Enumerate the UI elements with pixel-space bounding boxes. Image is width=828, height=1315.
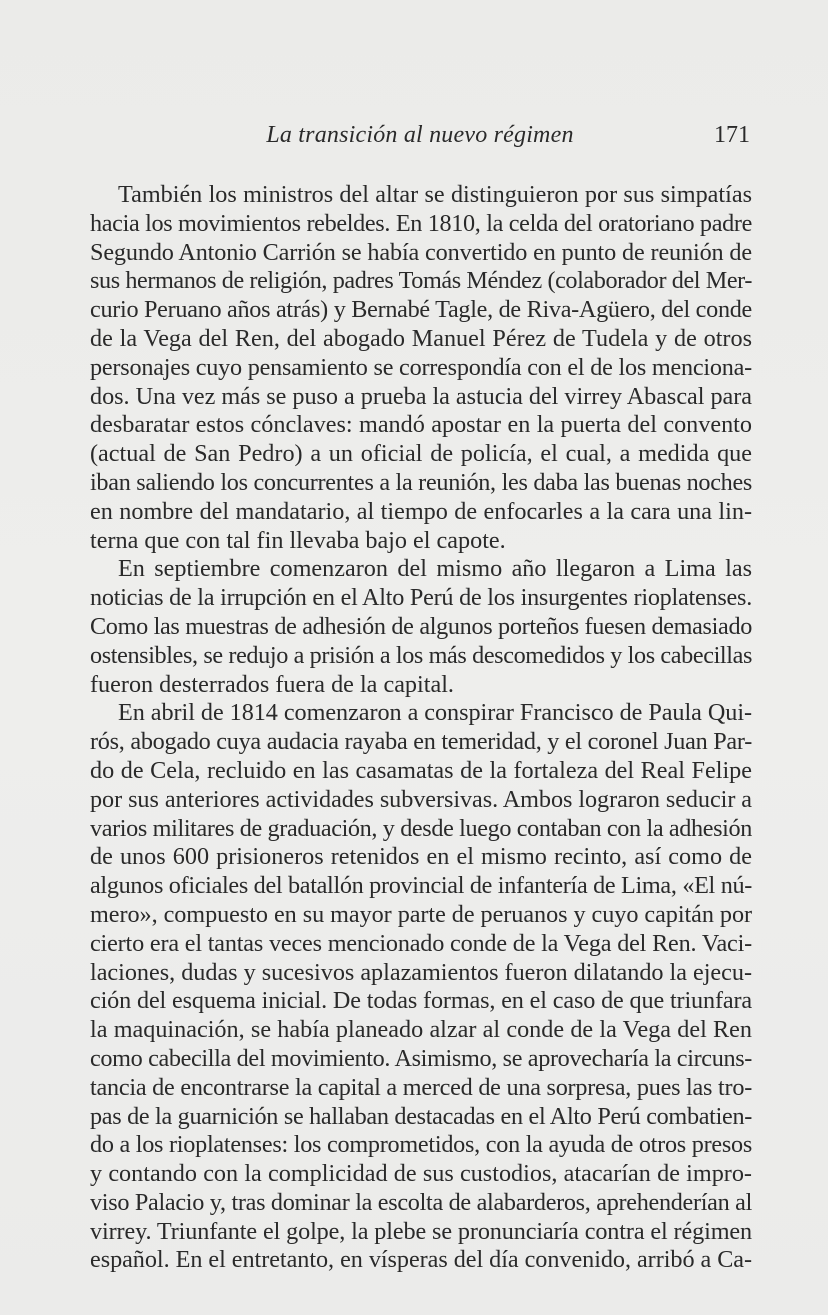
text-line: ostensibles, se redujo a prisión a los más descomedidos y los cabecillas <box>90 641 752 669</box>
text-line: Como las muestras de adhesión de algunos porteños fuesen demasiado <box>90 612 752 640</box>
text-line: ción del esquema inicial. De todas formas, en el caso de que triunfara <box>90 987 752 1015</box>
text-line: algunos oficiales del batallón provincial de infantería de Lima, «El nú- <box>90 872 753 900</box>
body-text <box>90 181 752 1275</box>
text-line: rós, abogado cuya audacia rayaba en temeridad, y el coronel Juan Par- <box>90 728 753 756</box>
text-line: y contando con la complicidad de sus custodios, atacarían de impro- <box>90 1160 752 1188</box>
text-line: tancia de encontrarse la capital a merced de una sorpresa, pues las tro- <box>90 1073 753 1101</box>
text-line: virrey. Triunfante el golpe, la plebe se pronunciaría contra el régimen <box>90 1217 752 1245</box>
text-line: También los ministros del altar se distinguieron por sus simpatías <box>118 181 752 208</box>
text-line: laciones, dudas y sucesivos aplazamientos fueron dilatando la ejecu- <box>90 958 752 986</box>
text-line: fueron desterrados fuera de la capital. <box>90 670 454 698</box>
text-line: curio Peruano años atrás) y Bernabé Tagle, de Riva-Agüero, del conde <box>90 296 752 324</box>
running-head <box>90 122 750 156</box>
text-line: de la Vega del Ren, del abogado Manuel Pérez de Tudela y de otros <box>90 324 752 352</box>
text-line: do a los rioplatenses: los comprometidos, con la ayuda de otros presos <box>90 1131 753 1159</box>
text-line: desbaratar estos cónclaves: mandó apostar en la puerta del convento <box>90 411 752 439</box>
text-line: (actual de San Pedro) a un oficial de policía, el cual, a medida que <box>90 440 752 468</box>
text-line: Segundo Antonio Carrión se había convertido en punto de reunión de <box>90 238 753 266</box>
text-line: sus hermanos de religión, padres Tomás Méndez (colaborador del Mer- <box>90 267 752 295</box>
page-number: 171 <box>714 122 750 148</box>
text-line: viso Palacio y, tras dominar la escolta de alabarderos, aprehenderían al <box>90 1188 753 1216</box>
text-line: la maquinación, se había planeado alzar al conde de la Vega del Ren <box>90 1016 752 1044</box>
text-line: iban saliendo los concurrentes a la reunión, les daba las buenas noches <box>90 468 753 496</box>
text-line: cierto era el tantas veces mencionado conde de la Vega del Ren. Vaci- <box>90 929 752 957</box>
text-line: mero», compuesto en su mayor parte de peruanos y cuyo capitán por <box>90 900 753 928</box>
text-line: En septiembre comenzaron del mismo año llegaron a Lima las <box>118 555 752 583</box>
text-line: en nombre del mandatario, al tiempo de enfocarles a la cara una lin- <box>90 497 752 525</box>
text-line: español. En el entretanto, en vísperas del día convenido, arribó a Ca- <box>90 1246 752 1274</box>
text-line: En abril de 1814 comenzaron a conspirar Francisco de Paula Qui- <box>118 699 753 727</box>
text-line: como cabecilla del movimiento. Asimismo, se aprovecharía la circuns- <box>90 1044 752 1072</box>
text-line: do de Cela, recluido en las casamatas de la fortaleza del Real Felipe <box>90 756 752 784</box>
text-line: hacia los movimientos rebeldes. En 1810, la celda del oratoriano padre <box>90 209 752 237</box>
text-line: noticias de la irrupción en el Alto Perú de los insurgentes rioplatenses. <box>90 584 752 612</box>
text-line: dos. Una vez más se puso a prueba la astucia del virrey Abascal para <box>90 382 752 410</box>
text-line: varios militares de graduación, y desde luego contaban con la adhesión <box>90 814 752 842</box>
running-head-title: La transición al nuevo régimen <box>266 122 574 148</box>
text-line: terna que con tal fin llevaba bajo el capote. <box>90 526 506 554</box>
text-line: por sus anteriores actividades subversivas. Ambos lograron seducir a <box>90 785 752 813</box>
text-line: de unos 600 prisioneros retenidos en el mismo recinto, así como de <box>90 843 752 871</box>
text-line: personajes cuyo pensamiento se correspondía con el de los menciona- <box>90 353 753 381</box>
text-line: pas de la guarnición se hallaban destacadas en el Alto Perú combatien- <box>90 1102 752 1130</box>
